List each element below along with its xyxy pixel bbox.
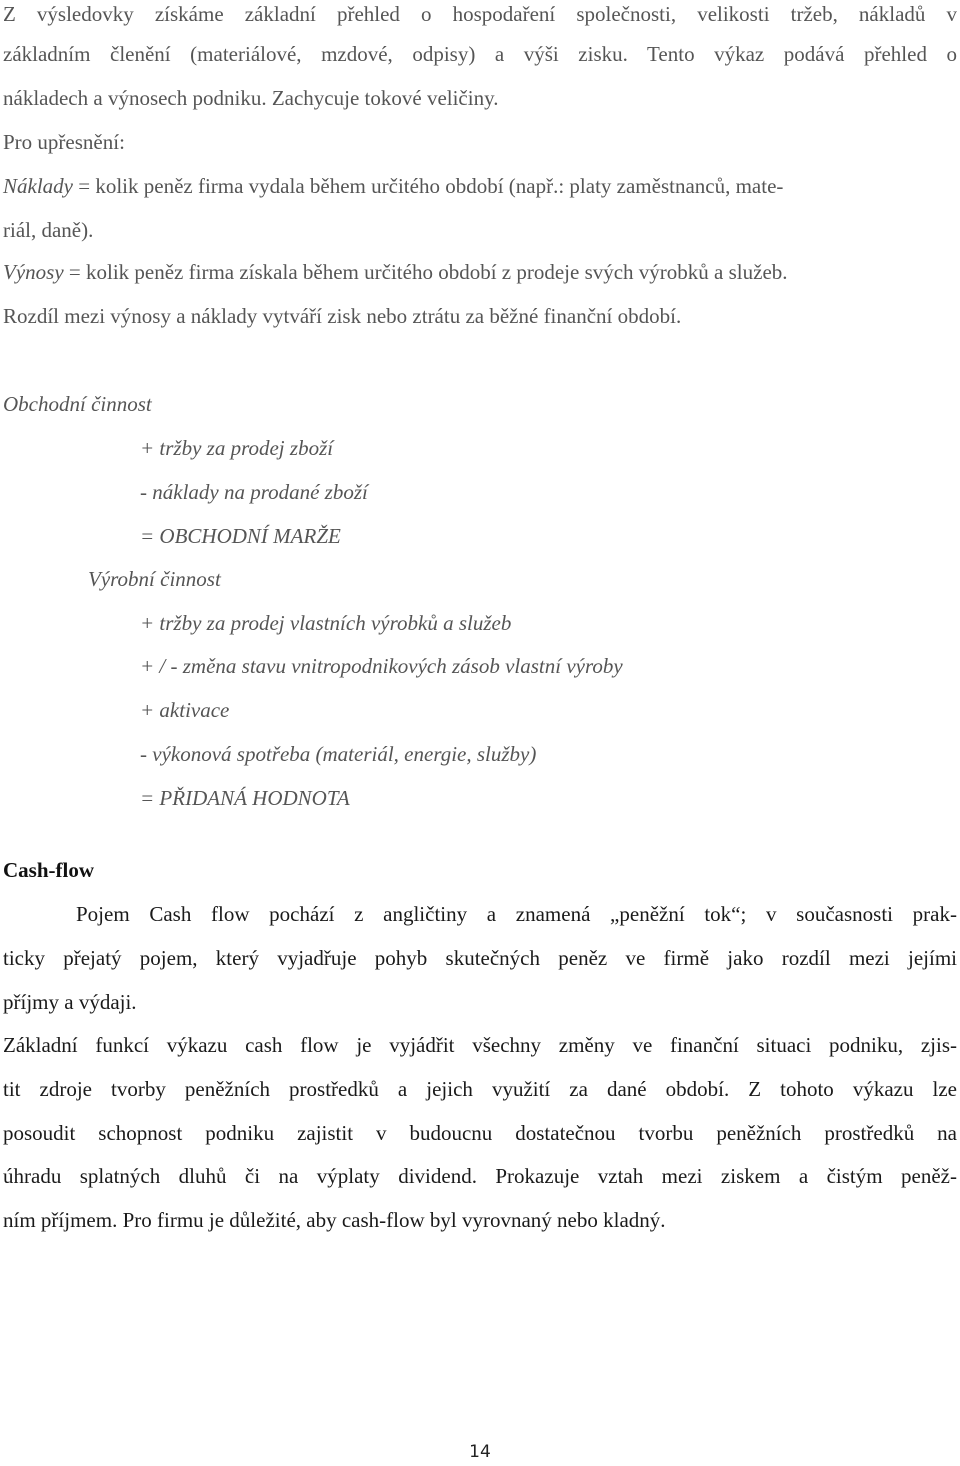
costs-definition-text: = kolik peněz firma vydala během určitého období (např.: platy zaměstnanců, mate- [72, 174, 784, 198]
costs-term: Náklady [3, 174, 73, 198]
production-item-4: - výkonová spotřeba (materiál, energie, služby) [140, 742, 537, 766]
cashflow-p1-line-2: ticky přejatý pojem, který vyjadřuje pohyb skutečných peněz ve firmě jako rozdíl mezi jejími [3, 946, 957, 970]
cashflow-p2-line-4: úhradu splatných dluhů či na výplaty dividend. Prokazuje vztah mezi ziskem a čistým peněž- [3, 1164, 957, 1188]
trade-item-2: - náklady na prodané zboží [140, 480, 368, 504]
trade-item-1: + tržby za prodej zboží [140, 436, 334, 460]
production-result: = PŘIDANÁ HODNOTA [140, 786, 350, 810]
cashflow-p1-line-3: příjmy a výdaji. [3, 990, 137, 1014]
revenue-definition [3, 258, 788, 286]
intro-line-2: základním členění (materiálové, mzdové, odpisy) a výši zisku. Tento výkaz podává přehled o [3, 42, 957, 66]
cashflow-p1-line-1: Pojem Cash flow pochází z angličtiny a znamená „peněžní tok“; v současnosti prak- [76, 902, 957, 926]
costs-definition-cont: riál, daně). [3, 218, 94, 242]
cashflow-p2-line-3: posoudit schopnost podniku zajistit v budoucnu dostatečnou tvorbu peněžních prostředků na [3, 1121, 957, 1145]
clarification-label: Pro upřesnění: [3, 130, 125, 154]
production-item-3: + aktivace [140, 698, 230, 722]
production-item-2: + / - změna stavu vnitropodnikových zásob vlastní výroby [140, 654, 623, 678]
trade-result: = OBCHODNÍ MARŽE [140, 524, 341, 548]
intro-line-1: Z výsledovky získáme základní přehled o hospodaření společnosti, velikosti tržeb, nákladů v [3, 2, 957, 26]
production-item-1: + tržby za prodej vlastních výrobků a služeb [140, 611, 512, 635]
cashflow-p2-line-5: ním příjmem. Pro firmu je důležité, aby cash-flow byl vyrovnaný nebo kladný. [3, 1208, 666, 1232]
page-number: 14 [469, 1442, 491, 1462]
cashflow-p2-line-1: Základní funkcí výkazu cash flow je vyjádřit všechny změny ve finanční situaci podniku, zjis- [3, 1033, 957, 1057]
costs-definition [3, 172, 783, 200]
intro-line-8: Rozdíl mezi výnosy a náklady vytváří zisk nebo ztrátu za běžné finanční období. [3, 304, 682, 328]
revenue-definition-text: = kolik peněz firma získala během určitého období z prodeje svých výrobků a služeb. [63, 260, 788, 284]
cashflow-heading: Cash-flow [3, 858, 95, 882]
revenue-term: Výnosy [3, 260, 64, 284]
cashflow-p2-line-2: tit zdroje tvorby peněžních prostředků a jejich využití za dané období. Z tohoto výkazu lze [3, 1077, 957, 1101]
trade-activity-heading: Obchodní činnost [3, 392, 152, 416]
production-activity-heading: Výrobní činnost [88, 567, 221, 591]
intro-line-3: nákladech a výnosech podniku. Zachycuje tokové veličiny. [3, 86, 499, 110]
